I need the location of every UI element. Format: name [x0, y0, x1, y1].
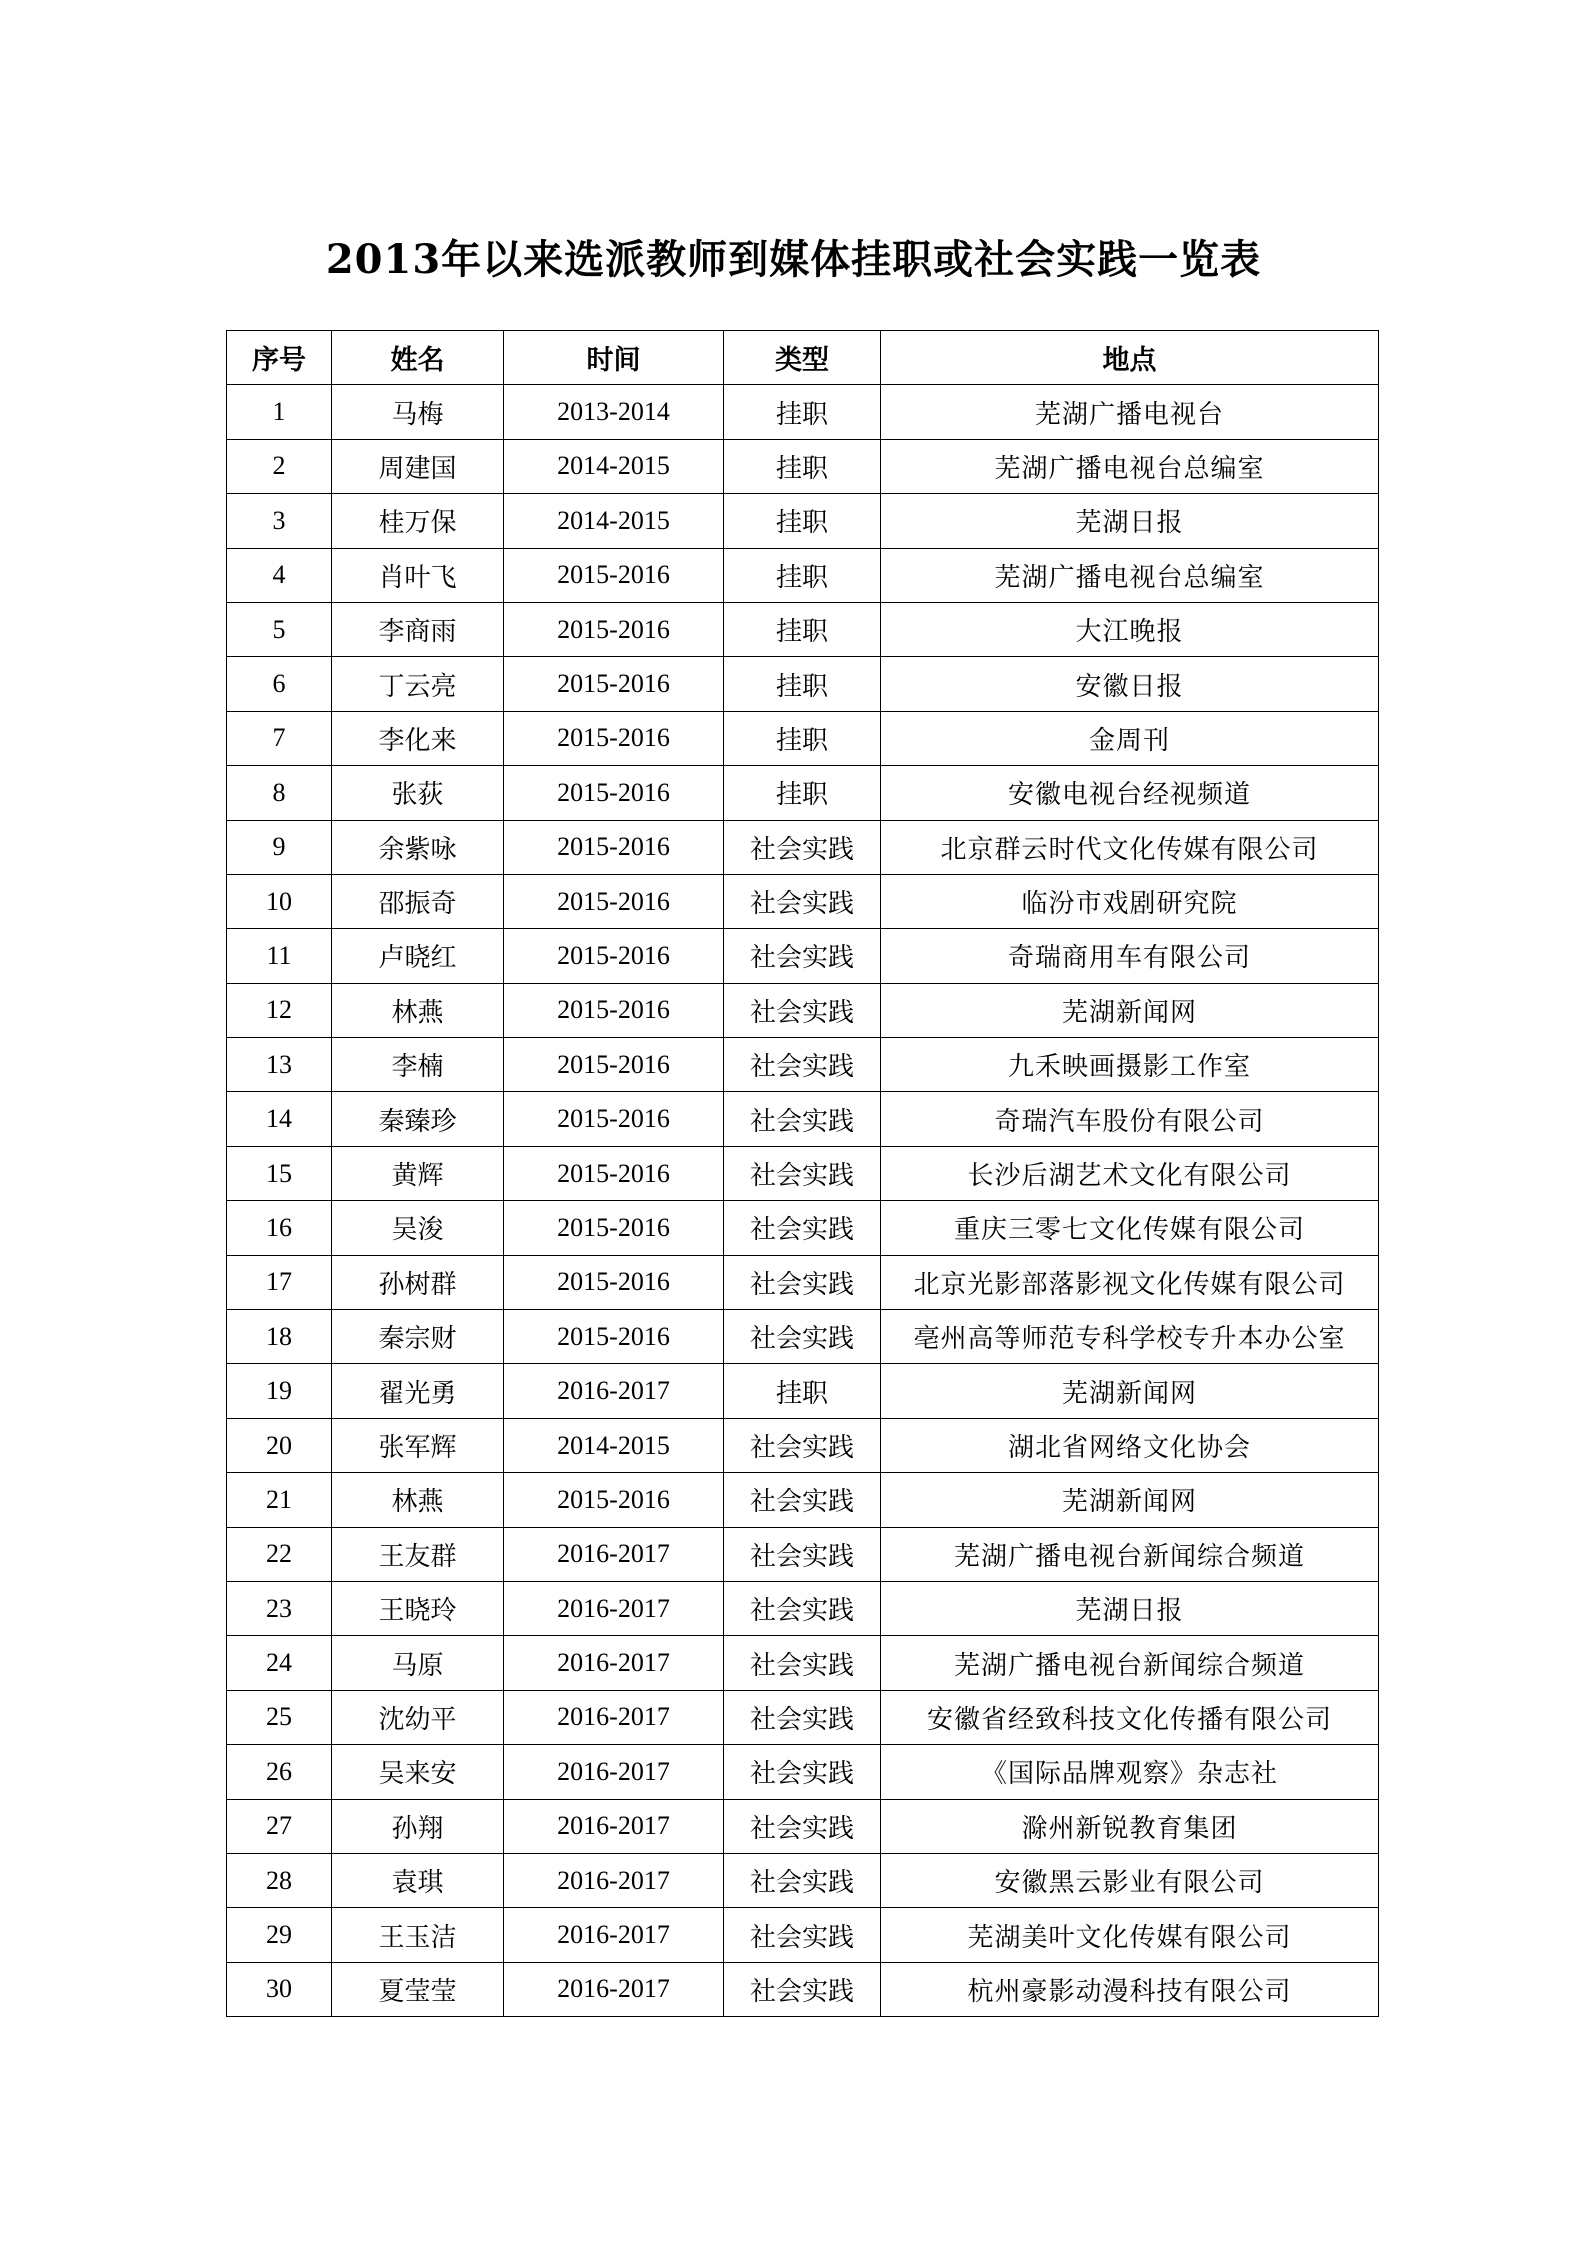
table-row — [227, 1310, 1379, 1364]
cell-place: 北京群云时代文化传媒有限公司 — [881, 820, 1379, 874]
table-row — [227, 1908, 1379, 1962]
cell-name: 马梅 — [332, 385, 504, 439]
table-row — [227, 1364, 1379, 1418]
table-row — [227, 548, 1379, 602]
cell-no: 15 — [227, 1146, 332, 1200]
cell-type: 社会实践 — [724, 1908, 881, 1962]
cell-name: 余紫咏 — [332, 820, 504, 874]
table-row — [227, 820, 1379, 874]
cell-time: 2016-2017 — [504, 1581, 724, 1635]
cell-name: 夏莹莹 — [332, 1962, 504, 2016]
cell-place: 芜湖广播电视台 — [881, 385, 1379, 439]
table-row — [227, 1853, 1379, 1907]
cell-place: 芜湖日报 — [881, 494, 1379, 548]
cell-name: 李楠 — [332, 1038, 504, 1092]
cell-no: 6 — [227, 657, 332, 711]
cell-name: 黄辉 — [332, 1146, 504, 1200]
cell-type: 社会实践 — [724, 1473, 881, 1527]
cell-type: 社会实践 — [724, 1853, 881, 1907]
cell-no: 12 — [227, 983, 332, 1037]
cell-type: 挂职 — [724, 711, 881, 765]
cell-name: 林燕 — [332, 983, 504, 1037]
cell-place: 芜湖日报 — [881, 1581, 1379, 1635]
cell-name: 孙树群 — [332, 1255, 504, 1309]
cell-name: 孙翔 — [332, 1799, 504, 1853]
cell-name: 卢晓红 — [332, 929, 504, 983]
cell-time: 2015-2016 — [504, 874, 724, 928]
cell-no: 23 — [227, 1581, 332, 1635]
cell-name: 吴浚 — [332, 1201, 504, 1255]
table-row — [227, 1146, 1379, 1200]
cell-place: 《国际品牌观察》杂志社 — [881, 1745, 1379, 1799]
cell-no: 20 — [227, 1418, 332, 1472]
cell-time: 2016-2017 — [504, 1908, 724, 1962]
cell-time: 2015-2016 — [504, 983, 724, 1037]
header-type: 类型 — [724, 331, 881, 385]
cell-place: 亳州高等师范专科学校专升本办公室 — [881, 1310, 1379, 1364]
table-row — [227, 1745, 1379, 1799]
cell-type: 社会实践 — [724, 1201, 881, 1255]
cell-type: 挂职 — [724, 1364, 881, 1418]
table-row — [227, 1092, 1379, 1146]
table-row — [227, 1690, 1379, 1744]
cell-place: 芜湖广播电视台总编室 — [881, 548, 1379, 602]
cell-time: 2015-2016 — [504, 1310, 724, 1364]
cell-time: 2016-2017 — [504, 1853, 724, 1907]
cell-place: 大江晚报 — [881, 602, 1379, 656]
cell-type: 社会实践 — [724, 1962, 881, 2016]
cell-name: 肖叶飞 — [332, 548, 504, 602]
cell-time: 2016-2017 — [504, 1636, 724, 1690]
cell-name: 周建国 — [332, 439, 504, 493]
cell-place: 芜湖广播电视台新闻综合频道 — [881, 1636, 1379, 1690]
cell-place: 芜湖新闻网 — [881, 1473, 1379, 1527]
cell-place: 芜湖新闻网 — [881, 1364, 1379, 1418]
cell-no: 1 — [227, 385, 332, 439]
cell-no: 7 — [227, 711, 332, 765]
table-row — [227, 874, 1379, 928]
cell-type: 社会实践 — [724, 1799, 881, 1853]
header-place: 地点 — [881, 331, 1379, 385]
table-row — [227, 1418, 1379, 1472]
cell-name: 袁琪 — [332, 1853, 504, 1907]
table-row — [227, 602, 1379, 656]
table-header-row — [227, 331, 1379, 385]
cell-type: 挂职 — [724, 766, 881, 820]
cell-type: 社会实践 — [724, 1038, 881, 1092]
cell-time: 2014-2015 — [504, 494, 724, 548]
cell-no: 14 — [227, 1092, 332, 1146]
cell-type: 挂职 — [724, 602, 881, 656]
table-row — [227, 1201, 1379, 1255]
cell-type: 社会实践 — [724, 1146, 881, 1200]
cell-place: 安徽电视台经视频道 — [881, 766, 1379, 820]
cell-place: 芜湖广播电视台新闻综合频道 — [881, 1527, 1379, 1581]
cell-type: 社会实践 — [724, 820, 881, 874]
table-row — [227, 983, 1379, 1037]
cell-name: 秦臻珍 — [332, 1092, 504, 1146]
cell-no: 30 — [227, 1962, 332, 2016]
cell-time: 2016-2017 — [504, 1364, 724, 1418]
cell-time: 2014-2015 — [504, 439, 724, 493]
cell-name: 王晓玲 — [332, 1581, 504, 1635]
cell-place: 安徽黑云影业有限公司 — [881, 1853, 1379, 1907]
table-row — [227, 385, 1379, 439]
cell-name: 王玉洁 — [332, 1908, 504, 1962]
cell-type: 社会实践 — [724, 1581, 881, 1635]
table-row — [227, 1255, 1379, 1309]
cell-place: 湖北省网络文化协会 — [881, 1418, 1379, 1472]
cell-time: 2016-2017 — [504, 1799, 724, 1853]
cell-type: 社会实践 — [724, 1745, 881, 1799]
cell-place: 奇瑞汽车股份有限公司 — [881, 1092, 1379, 1146]
cell-time: 2015-2016 — [504, 711, 724, 765]
cell-place: 长沙后湖艺术文化有限公司 — [881, 1146, 1379, 1200]
cell-place: 杭州豪影动漫科技有限公司 — [881, 1962, 1379, 2016]
cell-no: 16 — [227, 1201, 332, 1255]
cell-name: 秦宗财 — [332, 1310, 504, 1364]
cell-name: 邵振奇 — [332, 874, 504, 928]
cell-time: 2015-2016 — [504, 820, 724, 874]
table-row — [227, 1962, 1379, 2016]
cell-name: 翟光勇 — [332, 1364, 504, 1418]
table-row — [227, 929, 1379, 983]
page-title: 2013年以来选派教师到媒体挂职或社会实践一览表 — [325, 236, 1262, 283]
header-no: 序号 — [227, 331, 332, 385]
cell-no: 26 — [227, 1745, 332, 1799]
cell-time: 2015-2016 — [504, 1201, 724, 1255]
cell-type: 社会实践 — [724, 1255, 881, 1309]
cell-no: 18 — [227, 1310, 332, 1364]
table-row — [227, 1799, 1379, 1853]
cell-place: 重庆三零七文化传媒有限公司 — [881, 1201, 1379, 1255]
table-row — [227, 494, 1379, 548]
cell-type: 社会实践 — [724, 1092, 881, 1146]
cell-place: 奇瑞商用车有限公司 — [881, 929, 1379, 983]
cell-type: 社会实践 — [724, 929, 881, 983]
cell-time: 2015-2016 — [504, 548, 724, 602]
cell-no: 27 — [227, 1799, 332, 1853]
table-body — [227, 385, 1379, 2017]
cell-time: 2015-2016 — [504, 766, 724, 820]
cell-place: 芜湖新闻网 — [881, 983, 1379, 1037]
cell-time: 2014-2015 — [504, 1418, 724, 1472]
cell-no: 29 — [227, 1908, 332, 1962]
cell-type: 社会实践 — [724, 874, 881, 928]
cell-no: 3 — [227, 494, 332, 548]
cell-place: 滁州新锐教育集团 — [881, 1799, 1379, 1853]
cell-name: 李化来 — [332, 711, 504, 765]
cell-type: 挂职 — [724, 657, 881, 711]
cell-name: 王友群 — [332, 1527, 504, 1581]
cell-type: 社会实践 — [724, 1636, 881, 1690]
cell-place: 芜湖广播电视台总编室 — [881, 439, 1379, 493]
cell-type: 社会实践 — [724, 1418, 881, 1472]
cell-place: 安徽日报 — [881, 657, 1379, 711]
cell-place: 北京光影部落影视文化传媒有限公司 — [881, 1255, 1379, 1309]
cell-no: 24 — [227, 1636, 332, 1690]
cell-time: 2015-2016 — [504, 929, 724, 983]
cell-name: 林燕 — [332, 1473, 504, 1527]
cell-no: 4 — [227, 548, 332, 602]
cell-no: 21 — [227, 1473, 332, 1527]
cell-type: 社会实践 — [724, 1690, 881, 1744]
cell-time: 2015-2016 — [504, 1038, 724, 1092]
cell-no: 5 — [227, 602, 332, 656]
cell-name: 李商雨 — [332, 602, 504, 656]
cell-time: 2015-2016 — [504, 602, 724, 656]
table-row — [227, 1636, 1379, 1690]
cell-no: 25 — [227, 1690, 332, 1744]
cell-no: 10 — [227, 874, 332, 928]
cell-type: 社会实践 — [724, 1310, 881, 1364]
cell-no: 8 — [227, 766, 332, 820]
cell-type: 社会实践 — [724, 1527, 881, 1581]
cell-time: 2015-2016 — [504, 1146, 724, 1200]
cell-type: 挂职 — [724, 385, 881, 439]
cell-time: 2016-2017 — [504, 1690, 724, 1744]
cell-place: 临汾市戏剧研究院 — [881, 874, 1379, 928]
cell-time: 2016-2017 — [504, 1745, 724, 1799]
table-row — [227, 1473, 1379, 1527]
table-row — [227, 1527, 1379, 1581]
cell-name: 吴来安 — [332, 1745, 504, 1799]
header-time: 时间 — [504, 331, 724, 385]
cell-type: 挂职 — [724, 494, 881, 548]
cell-place: 金周刊 — [881, 711, 1379, 765]
cell-time: 2013-2014 — [504, 385, 724, 439]
cell-no: 11 — [227, 929, 332, 983]
table-row — [227, 1038, 1379, 1092]
cell-name: 张荻 — [332, 766, 504, 820]
cell-name: 沈幼平 — [332, 1690, 504, 1744]
cell-type: 社会实践 — [724, 983, 881, 1037]
cell-type: 挂职 — [724, 548, 881, 602]
cell-place: 九禾映画摄影工作室 — [881, 1038, 1379, 1092]
table-row — [227, 657, 1379, 711]
table-row — [227, 1581, 1379, 1635]
cell-no: 17 — [227, 1255, 332, 1309]
cell-time: 2016-2017 — [504, 1962, 724, 2016]
cell-name: 桂万保 — [332, 494, 504, 548]
cell-no: 22 — [227, 1527, 332, 1581]
cell-no: 9 — [227, 820, 332, 874]
cell-no: 2 — [227, 439, 332, 493]
cell-name: 张军辉 — [332, 1418, 504, 1472]
cell-time: 2015-2016 — [504, 1255, 724, 1309]
cell-no: 28 — [227, 1853, 332, 1907]
cell-place: 芜湖美叶文化传媒有限公司 — [881, 1908, 1379, 1962]
cell-name: 丁云亮 — [332, 657, 504, 711]
cell-place: 安徽省经致科技文化传播有限公司 — [881, 1690, 1379, 1744]
cell-no: 13 — [227, 1038, 332, 1092]
cell-time: 2015-2016 — [504, 1092, 724, 1146]
cell-type: 挂职 — [724, 439, 881, 493]
table-row — [227, 766, 1379, 820]
table-row — [227, 711, 1379, 765]
table-row — [227, 439, 1379, 493]
cell-name: 马原 — [332, 1636, 504, 1690]
cell-time: 2016-2017 — [504, 1527, 724, 1581]
cell-time: 2015-2016 — [504, 1473, 724, 1527]
cell-time: 2015-2016 — [504, 657, 724, 711]
cell-no: 19 — [227, 1364, 332, 1418]
header-name: 姓名 — [332, 331, 504, 385]
teacher-placement-table — [226, 330, 1379, 2017]
